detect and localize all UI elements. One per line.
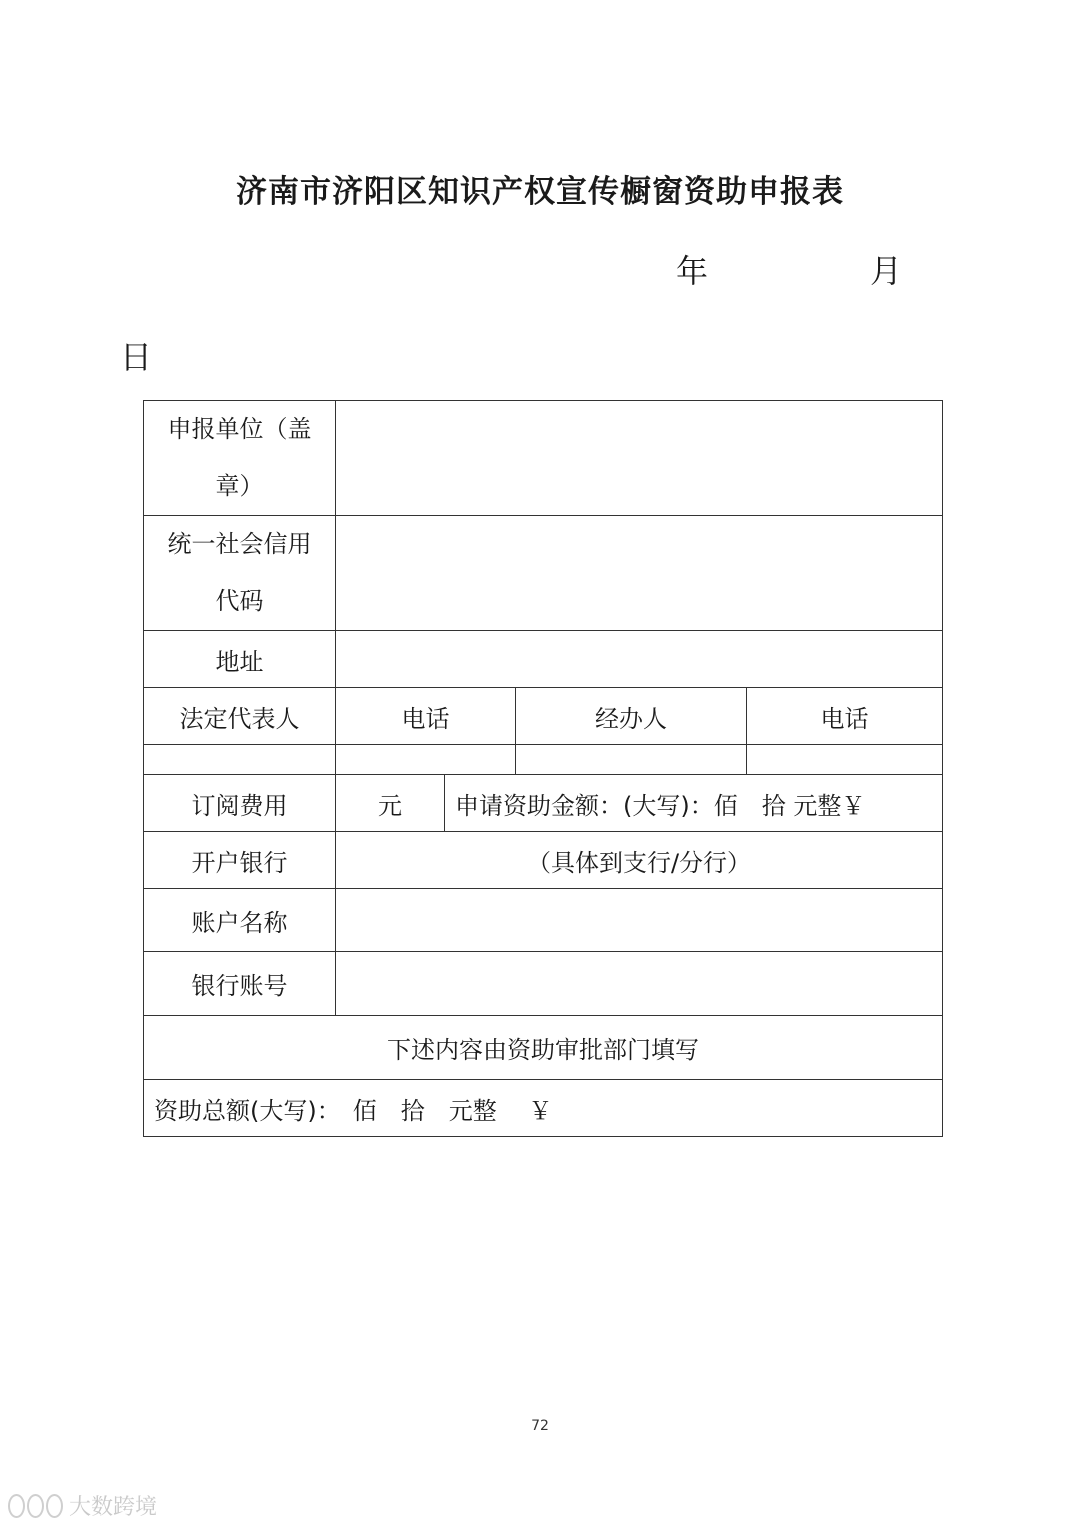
bank-label: 开户银行 xyxy=(144,832,336,889)
date-month-label: 月 xyxy=(870,252,903,290)
handler-value-cell[interactable] xyxy=(516,745,747,775)
form-row-contacts-header xyxy=(144,688,943,745)
date-year-label: 年 xyxy=(676,252,709,290)
applicant-label-cell xyxy=(144,401,336,516)
form-row-account-name xyxy=(144,889,943,952)
phone-value-cell-2[interactable] xyxy=(747,745,943,775)
phone-value-cell-1[interactable] xyxy=(336,745,516,775)
form-row-bank xyxy=(144,832,943,889)
page-title: 济南市济阳区知识产权宣传橱窗资助申报表 xyxy=(236,174,844,210)
watermark-text: 大数跨境 xyxy=(69,1495,158,1520)
watermark xyxy=(8,1490,157,1521)
legal-rep-label: 法定代表人 xyxy=(144,688,336,745)
applicant-value-cell[interactable] xyxy=(336,401,943,516)
phone-label-2: 电话 xyxy=(747,688,943,745)
applicant-label-line1: 申报单位（盖 xyxy=(167,415,312,443)
subscription-fee-label: 订阅费用 xyxy=(144,775,336,832)
account-number-label: 银行账号 xyxy=(144,952,336,1016)
legal-rep-value-cell[interactable] xyxy=(144,745,336,775)
bank-hint: （具体到支行/分行） xyxy=(336,832,943,889)
form-row-contacts-values xyxy=(144,745,943,775)
address-label: 地址 xyxy=(144,631,336,688)
approval-note: 下述内容由资助审批部门填写 xyxy=(144,1016,943,1080)
credit-code-label-cell xyxy=(144,516,336,631)
requested-amount-label: 申请资助金额：(大写)：佰 拾 元整￥ xyxy=(445,775,943,832)
handler-label: 经办人 xyxy=(516,688,747,745)
phone-label-1: 电话 xyxy=(336,688,516,745)
page-number: 72 xyxy=(531,1418,549,1434)
account-number-value-cell[interactable] xyxy=(336,952,943,1016)
credit-code-value-cell[interactable] xyxy=(336,516,943,631)
account-name-label: 账户名称 xyxy=(144,889,336,952)
form-row-approval-note xyxy=(144,1016,943,1080)
form-row-fee xyxy=(144,775,943,832)
credit-code-label-line1: 统一社会信用 xyxy=(167,530,312,558)
form-row-credit-code xyxy=(144,516,943,631)
watermark-logo-icon xyxy=(8,1494,63,1518)
address-value-cell[interactable] xyxy=(336,631,943,688)
form-row-total xyxy=(144,1080,943,1137)
form-row-address xyxy=(144,631,943,688)
applicant-label-line2: 章） xyxy=(215,472,264,500)
form-row-account-number xyxy=(144,952,943,1016)
date-day-label: 日 xyxy=(120,338,153,376)
account-name-value-cell[interactable] xyxy=(336,889,943,952)
credit-code-label-line2: 代码 xyxy=(215,587,264,615)
application-form-table xyxy=(143,400,943,1137)
total-amount-label: 资助总额(大写)： 佰 拾 元整 ￥ xyxy=(144,1080,943,1137)
form-row-applicant xyxy=(144,401,943,516)
yuan-label: 元 xyxy=(336,775,445,832)
